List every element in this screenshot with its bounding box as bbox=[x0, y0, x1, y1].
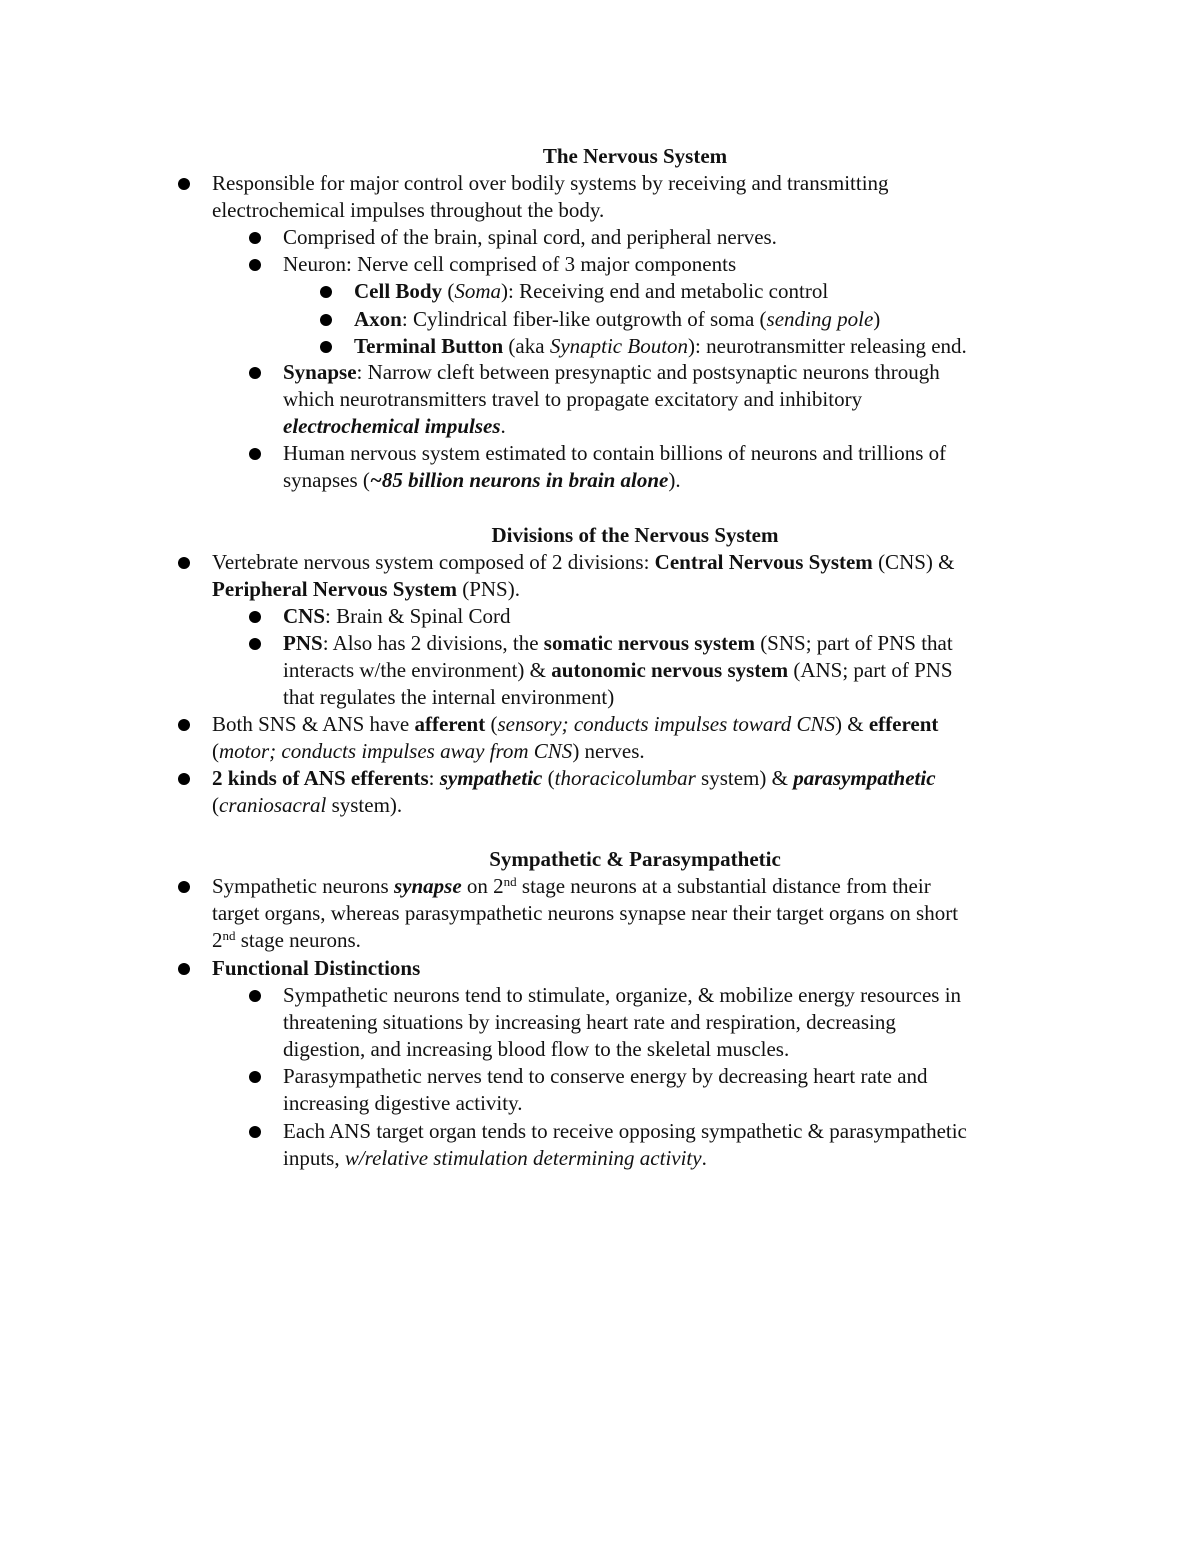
bullet-item: Each ANS target organ tends to receive opposing sympathetic & parasympathetic inputs, w/relative stimulation determining activity. bbox=[283, 1118, 967, 1172]
bullet-icon bbox=[249, 232, 261, 244]
item-text: Neuron: Nerve cell comprised of 3 major components bbox=[283, 252, 737, 276]
term-bold: Functional Distinctions bbox=[212, 956, 421, 980]
term-bold: Terminal Button bbox=[354, 334, 504, 358]
item-text: electrochemical impulses throughout the body. bbox=[212, 198, 605, 222]
term-italic: sending pole bbox=[766, 307, 874, 331]
term-italic: motor; conducts impulses away from CNS bbox=[219, 739, 573, 763]
bullet-icon bbox=[249, 638, 261, 650]
term-bold-italic: electrochemical impulses bbox=[283, 414, 501, 438]
bullet-icon bbox=[178, 963, 190, 975]
term-italic: Soma bbox=[454, 279, 502, 303]
bullet-item: 2 kinds of ANS efferents: sympathetic (thoracicolumbar system) & parasympathetic (craniosacral system). bbox=[212, 765, 936, 819]
bullet-item: PNS: Also has 2 divisions, the somatic nervous system (SNS; part of PNS that interacts w/the environment) & autonomic nervous system (ANS; part of PNS that regulates the internal environment) bbox=[283, 630, 953, 711]
term-bold-italic: ~85 billion neurons in brain alone bbox=[369, 468, 669, 492]
bullet-icon bbox=[320, 286, 332, 298]
bullet-icon bbox=[249, 259, 261, 271]
bullet-item bbox=[283, 251, 736, 278]
bullet-item: Cell Body (Soma): Receiving end and metabolic control bbox=[354, 278, 828, 305]
section-title: Divisions of the Nervous System bbox=[491, 523, 779, 547]
term-bold: Central Nervous System bbox=[654, 550, 873, 574]
item-text: Comprised of the brain, spinal cord, and peripheral nerves. bbox=[283, 225, 777, 249]
bullet-icon bbox=[178, 719, 190, 731]
bullet-icon bbox=[249, 1071, 261, 1083]
bullet-item: Vertebrate nervous system composed of 2 divisions: Central Nervous System (CNS) & Peripheral Nervous System (PNS). bbox=[212, 549, 955, 603]
item-text: Responsible for major control over bodily systems by receiving and transmitting bbox=[212, 171, 889, 195]
bullet-icon bbox=[178, 881, 190, 893]
term-bold: somatic nervous system bbox=[543, 631, 755, 655]
term-bold: Synapse bbox=[283, 360, 357, 384]
term-bold: PNS bbox=[283, 631, 323, 655]
section-title: Sympathetic & Parasympathetic bbox=[489, 847, 781, 871]
bullet-item: CNS: Brain & Spinal Cord bbox=[283, 603, 511, 630]
bullet-icon bbox=[178, 773, 190, 785]
bullet-item: Parasympathetic nerves tend to conserve energy by decreasing heart rate and increasing digestive activity. bbox=[283, 1063, 928, 1117]
term-bold: afferent bbox=[414, 712, 486, 736]
bullet-icon bbox=[178, 178, 190, 190]
bullet-icon bbox=[249, 611, 261, 623]
term-italic: w/relative stimulation determining activity bbox=[344, 1146, 702, 1170]
term-bold: Cell Body bbox=[354, 279, 443, 303]
term-bold-italic: sympathetic bbox=[439, 766, 543, 790]
term-bold-italic: parasympathetic bbox=[793, 766, 936, 790]
term-bold: 2 kinds of ANS efferents bbox=[212, 766, 429, 790]
term-italic: sensory; conducts impulses toward CNS bbox=[497, 712, 836, 736]
bullet-item: Both SNS & ANS have afferent (sensory; conducts impulses toward CNS) & efferent (motor; conducts impulses away from CNS) nerves. bbox=[212, 711, 938, 765]
term-bold: Peripheral Nervous System bbox=[212, 577, 457, 601]
bullet-icon bbox=[249, 367, 261, 379]
bullet-icon bbox=[249, 448, 261, 460]
bullet-icon bbox=[249, 990, 261, 1002]
bullet-item: Synapse: Narrow cleft between presynaptic and postsynaptic neurons through which neurotransmitters travel to propagate excitatory and inhibitory electrochemical impulses. bbox=[283, 359, 940, 440]
section-title: The Nervous System bbox=[542, 144, 728, 168]
term-bold: CNS bbox=[283, 604, 326, 628]
term-italic: Synaptic Bouton bbox=[549, 334, 689, 358]
bullet-icon bbox=[178, 557, 190, 569]
term-italic: thoracicolumbar bbox=[554, 766, 696, 790]
term-italic: craniosacral bbox=[219, 793, 327, 817]
bullet-item bbox=[212, 170, 889, 224]
bullet-item: Sympathetic neurons tend to stimulate, organize, & mobilize energy resources in threatening situations by increasing heart rate and respiration, decreasing digestion, and increasing blood flow to the skeletal muscles. bbox=[283, 982, 961, 1063]
bullet-item: Sympathetic neurons synapse on 2nd stage neurons at a substantial distance from their target organs, whereas parasympathetic neurons synapse near their target organs on short 2nd stage neurons. bbox=[212, 873, 958, 954]
bullet-icon bbox=[249, 1126, 261, 1138]
bullet-item bbox=[283, 224, 777, 251]
bullet-item: Human nervous system estimated to contain billions of neurons and trillions of synapses (~85 billion neurons in brain alone). bbox=[283, 440, 946, 494]
bullet-item bbox=[212, 955, 420, 982]
term-bold: Axon bbox=[354, 307, 402, 331]
term-bold: autonomic nervous system bbox=[551, 658, 789, 682]
bullet-item: Axon: Cylindrical fiber-like outgrowth of soma (sending pole) bbox=[354, 306, 880, 333]
term-bold-italic: synapse bbox=[393, 874, 462, 898]
bullet-item: Terminal Button (aka Synaptic Bouton): neurotransmitter releasing end. bbox=[354, 333, 967, 360]
bullet-icon bbox=[320, 314, 332, 326]
bullet-icon bbox=[320, 341, 332, 353]
term-bold: efferent bbox=[868, 712, 939, 736]
